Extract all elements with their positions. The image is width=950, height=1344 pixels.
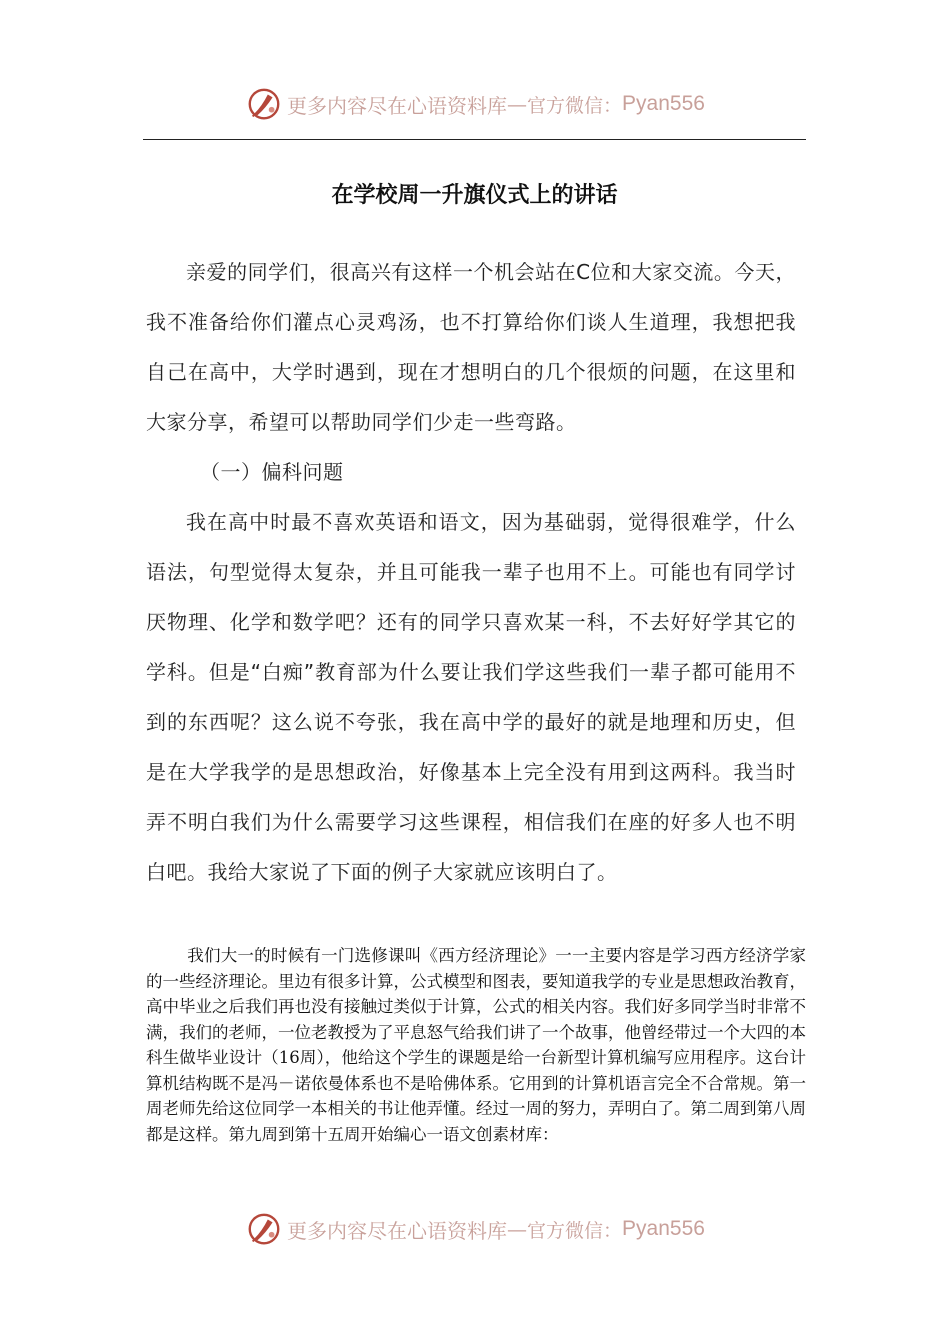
page-title: 在学校周一升旗仪式上的讲话 <box>331 183 618 208</box>
footer-brand-text: 更多内容尽在心语资料库 <box>287 1218 508 1243</box>
header-wechat-label: 官方微信： <box>527 94 623 117</box>
footer-wechat-label: 官方微信： <box>527 1219 623 1242</box>
footer-watermark <box>0 1207 950 1251</box>
header-wechat-id: Pyan556 <box>622 92 705 115</box>
header-dash: — <box>507 92 528 116</box>
paragraph-intro: 亲爱的同学们，很高兴有这样一个机会站在C位和大家交流。今天，我不准备给你们灌点心灵鸡汤，也不打算给你们谈人生道理，我想把我自己在高中，大学时遇到，现在才想明白的几个很烦的问题，在这里和大家分享，希望可以帮助同学们少走一些弯路。 <box>146 260 796 434</box>
pen-logo-icon <box>245 85 283 123</box>
header-brand-text: 更多内容尽在心语资料库 <box>287 93 508 118</box>
section-heading: （一）偏科问题 <box>200 460 344 484</box>
body-text <box>146 247 796 897</box>
header-divider <box>143 139 806 140</box>
story-text <box>146 943 806 1147</box>
paragraph-story: 我们大一的时候有一门选修课叫《西方经济理论》一一主要内容是学习西方经济学家的一些经济理论。里边有很多计算，公式模型和图表，要知道我学的专业是思想政治教育，高中毕业之后我们再也没有接触过类似于计算，公式的相关内容。我们好多同学当时非常不满，我们的老师，一位老教授为了平息怒气给我们讲了一个故事，他曾经带过一个大四的本科生做毕业设计（16周），他给这个学生的课题是给一台新型计算机编写应用程序。这台计算机结构既不是冯－诺依曼体系也不是哈佛体系。它用到的计算机语言完全不合常规。第一周老师先给这位同学一本相关的书让他弄懂。经过一周的努力，弄明白了。第二周到第八周都是这样。第九周到第十五周开始编心一语文创素材库： <box>146 946 806 1144</box>
paragraph-partiality: 我在高中时最不喜欢英语和语文，因为基础弱，觉得很难学，什么语法，句型觉得太复杂，并且可能我一辈子也用不上。可能也有同学讨厌物理、化学和数学吧？还有的同学只喜欢某一科，不去好好学其它的学科。但是“白痴”教育部为什么要让我们学这些我们一辈子都可能用不到的东西呢？这么说不夸张，我在高中学的最好的就是地理和历史，但是在大学我学的是思想政治，好像基本上完全没有用到这两科。我当时弄不明白我们为什么需要学习这些课程，相信我们在座的好多人也不明白吧。我给大家说了下面的例子大家就应该明白了。 <box>146 510 796 884</box>
footer-dash: — <box>507 1217 528 1241</box>
header-watermark <box>0 82 950 126</box>
footer-wechat-id: Pyan556 <box>622 1217 705 1240</box>
pen-logo-icon <box>245 1210 283 1248</box>
